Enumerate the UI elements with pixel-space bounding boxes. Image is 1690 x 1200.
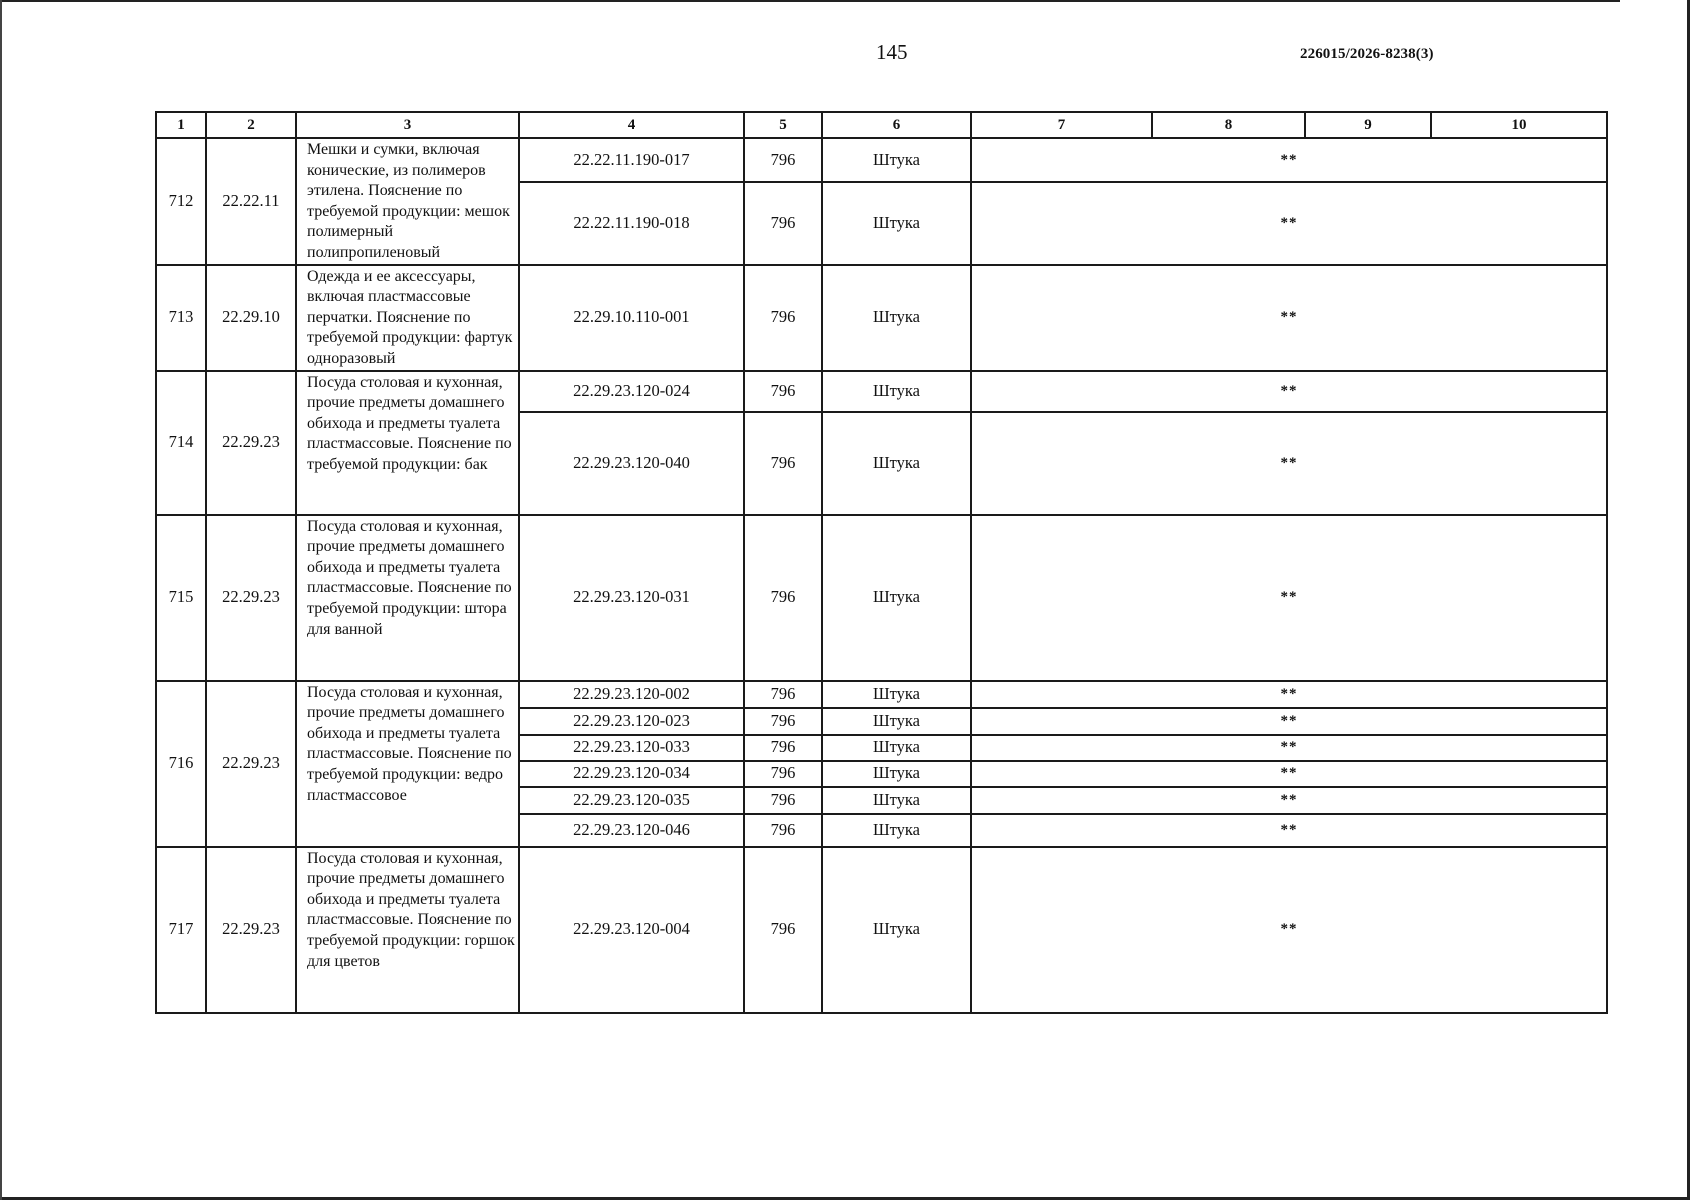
- page-frame-top: [0, 0, 1620, 2]
- page-number: 145: [876, 40, 908, 64]
- row-number-cell: 712: [156, 138, 206, 265]
- description-cell: Посуда столовая и кухонная, прочие предметы домашнего обихода и предметы туалета пластмассовые. Пояснение по требуемой продукции: ведро пластмассовое: [296, 681, 519, 847]
- description-cell: Посуда столовая и кухонная, прочие предметы домашнего обихода и предметы туалета пластмассовые. Пояснение по требуемой продукции: штора для ванной: [296, 515, 519, 681]
- ktru-code-cell: 22.29.23.120-004: [519, 847, 744, 1013]
- okei-code-cell: 796: [744, 412, 822, 515]
- unit-cell: Штука: [822, 761, 971, 787]
- table-row: [156, 138, 1607, 182]
- row-number-cell: 713: [156, 265, 206, 371]
- okpd-code-cell: 22.29.10: [206, 265, 296, 371]
- unit-cell: Штука: [822, 515, 971, 681]
- ktru-code-cell: 22.29.23.120-024: [519, 371, 744, 412]
- okei-code-cell: 796: [744, 182, 822, 264]
- unit-cell: Штука: [822, 708, 971, 735]
- ktru-code-cell: 22.29.23.120-023: [519, 708, 744, 735]
- row-number-cell: 714: [156, 371, 206, 515]
- okei-code-cell: 796: [744, 708, 822, 735]
- row-number-cell: 717: [156, 847, 206, 1013]
- procurement-table: [155, 111, 1608, 1014]
- okpd-code-cell: 22.29.23: [206, 681, 296, 847]
- header-row: [156, 112, 1607, 138]
- row-number-cell: 715: [156, 515, 206, 681]
- header-cell: 8: [1152, 112, 1305, 138]
- ktru-code-cell: 22.22.11.190-018: [519, 182, 744, 264]
- unit-cell: Штука: [822, 814, 971, 847]
- table-row: [156, 265, 1607, 371]
- header-cell: 10: [1431, 112, 1607, 138]
- header-cell: 9: [1305, 112, 1431, 138]
- okpd-code-cell: 22.22.11: [206, 138, 296, 265]
- requirements-cell: **: [971, 814, 1607, 847]
- okei-code-cell: 796: [744, 265, 822, 371]
- header-cell: 2: [206, 112, 296, 138]
- requirements-cell: **: [971, 182, 1607, 264]
- ktru-code-cell: 22.29.23.120-033: [519, 735, 744, 761]
- okpd-code-cell: 22.29.23: [206, 371, 296, 515]
- page-frame-left: [0, 0, 2, 1200]
- header-cell: 1: [156, 112, 206, 138]
- okei-code-cell: 796: [744, 787, 822, 814]
- requirements-cell: **: [971, 735, 1607, 761]
- header-cell: 7: [971, 112, 1152, 138]
- requirements-cell: **: [971, 681, 1607, 708]
- unit-cell: Штука: [822, 787, 971, 814]
- header-cell: 3: [296, 112, 519, 138]
- description-cell: Одежда и ее аксессуары, включая пластмассовые перчатки. Пояснение по требуемой продукции: фартук одноразовый: [296, 265, 519, 371]
- requirements-cell: **: [971, 138, 1607, 182]
- requirements-cell: **: [971, 371, 1607, 412]
- table-row: [156, 681, 1607, 708]
- table-row: [156, 847, 1607, 1013]
- document-id: 226015/2026-8238(3): [1300, 46, 1434, 62]
- requirements-cell: **: [971, 412, 1607, 515]
- ktru-code-cell: 22.29.23.120-034: [519, 761, 744, 787]
- requirements-cell: **: [971, 708, 1607, 735]
- ktru-code-cell: 22.29.23.120-046: [519, 814, 744, 847]
- requirements-cell: **: [971, 847, 1607, 1013]
- unit-cell: Штука: [822, 138, 971, 182]
- okei-code-cell: 796: [744, 515, 822, 681]
- description-cell: Посуда столовая и кухонная, прочие предметы домашнего обихода и предметы туалета пластмассовые. Пояснение по требуемой продукции: бак: [296, 371, 519, 515]
- header-cell: 6: [822, 112, 971, 138]
- header-cell: 5: [744, 112, 822, 138]
- ktru-code-cell: 22.29.10.110-001: [519, 265, 744, 371]
- ktru-code-cell: 22.22.11.190-017: [519, 138, 744, 182]
- description-cell: Посуда столовая и кухонная, прочие предметы домашнего обихода и предметы туалета пластмассовые. Пояснение по требуемой продукции: горшок для цветов: [296, 847, 519, 1013]
- table-row: [156, 371, 1607, 412]
- ktru-code-cell: 22.29.23.120-031: [519, 515, 744, 681]
- okei-code-cell: 796: [744, 371, 822, 412]
- okei-code-cell: 796: [744, 138, 822, 182]
- unit-cell: Штука: [822, 182, 971, 264]
- okpd-code-cell: 22.29.23: [206, 847, 296, 1013]
- requirements-cell: **: [971, 761, 1607, 787]
- ktru-code-cell: 22.29.23.120-035: [519, 787, 744, 814]
- table-row: [156, 515, 1607, 681]
- requirements-cell: **: [971, 787, 1607, 814]
- okei-code-cell: 796: [744, 847, 822, 1013]
- ktru-code-cell: 22.29.23.120-040: [519, 412, 744, 515]
- unit-cell: Штука: [822, 265, 971, 371]
- description-cell: Мешки и сумки, включая конические, из полимеров этилена. Пояснение по требуемой продукции: мешок полимерный полипропиленовый: [296, 138, 519, 265]
- unit-cell: Штука: [822, 847, 971, 1013]
- row-number-cell: 716: [156, 681, 206, 847]
- okei-code-cell: 796: [744, 814, 822, 847]
- header-cell: 4: [519, 112, 744, 138]
- okei-code-cell: 796: [744, 681, 822, 708]
- requirements-cell: **: [971, 265, 1607, 371]
- unit-cell: Штука: [822, 681, 971, 708]
- okei-code-cell: 796: [744, 761, 822, 787]
- ktru-code-cell: 22.29.23.120-002: [519, 681, 744, 708]
- requirements-cell: **: [971, 515, 1607, 681]
- okpd-code-cell: 22.29.23: [206, 515, 296, 681]
- unit-cell: Штука: [822, 371, 971, 412]
- okei-code-cell: 796: [744, 735, 822, 761]
- unit-cell: Штука: [822, 412, 971, 515]
- unit-cell: Штука: [822, 735, 971, 761]
